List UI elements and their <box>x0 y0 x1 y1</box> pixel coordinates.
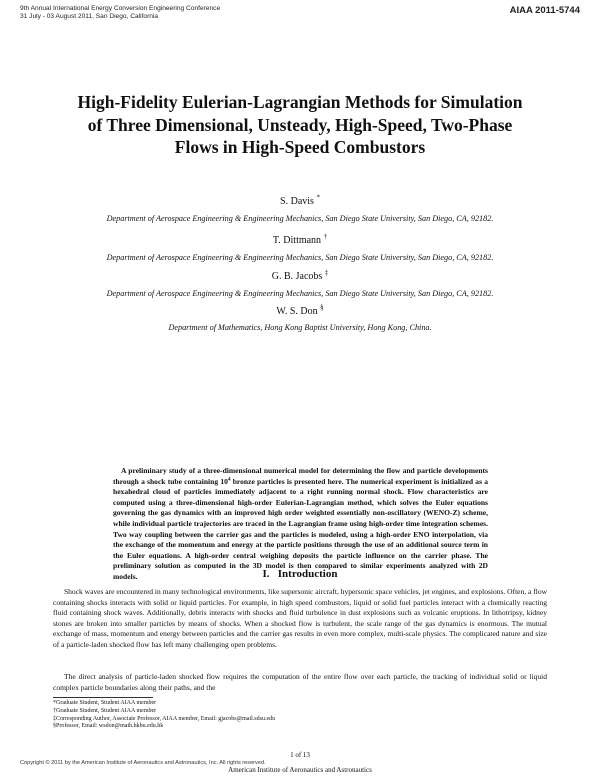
body-paragraph: Shock waves are encountered in many technological environments, like supersonic aircraft, hypersonic space vehicles, jet engines, and explosions. Often, a flow containing shocks interacts with solid or liquid particles. For example, in high speed combustors, liquid or solid fuel particles interact with a chemically reacting fluid containing shock waves. Additionally, debris interacts with shocks and fluid turbulence in dust explosions such as volcanic eruptions. In lithotripsy, kidney stones are broken into smaller particles by means of shocks. When a shocked flow is turbulent, the scale range of the gas dynamics is enormous. The mutual exchange of mass, momentum and energy between particles and the carrier gas results in even more complex, multi-scale physics. The complicated nature and size of a particle-laden shocked flow has left many challenging open problems. <box>53 587 547 649</box>
footer-institute: American Institute of Aeronautics and Astronautics <box>228 766 372 774</box>
abstract: A preliminary study of a three-dimensional numerical model for determining the flow and particle developments through a shock tube containing $10^4$ bronze particles is presented here. The numerical experiment is initialized as a hexahedral cloud of particles immediately adjacent to a right running normal shock. Flow characteristics are computed using a three-dimensional high-order Eulerian-Lagrangian method, which solves the Euler equations governing the gas dynamics with an improved high order weighted essentially non-oscillatory (WENO-Z) scheme, while individual particle trajectories are traced in the Lagrangian frame using high-order time integration schemes. Two way coupling between the carrier gas and the particles is modeled, using a high-order ENO interpolation, via the exchange of the momentum and energy at the particle positions through the use of an additional source term in the Euler equations. A high-order central weighing deposits the particle influence on the carrier phase. The preliminary solution as computed in the 3D model is then compared to similar experiments analyzed with 2D models. <box>113 466 488 581</box>
paper-title: High-Fidelity Eulerian-Lagrangian Methods for Simulation of Three Dimensional, Unsteady, High-Speed, Two-Phase Flows in High-Speed Combustors <box>77 92 523 158</box>
conference-dates: 31 July - 03 August 2011, San Diego, California <box>20 13 159 20</box>
page-number: 1 of 13 <box>290 751 310 759</box>
footnote-divider <box>53 697 153 698</box>
footnote: *Graduate Student, Student AIAA member <box>53 700 157 706</box>
footnotes <box>53 700 275 731</box>
author-affiliation: Department of Mathematics, Hong Kong Baptist University, Hong Kong, China. <box>168 323 432 332</box>
author-affiliation: Department of Aerospace Engineering & Engineering Mechanics, San Diego State University, San Diego, CA, 92182. <box>106 253 494 262</box>
conference-name: 9th Annual International Energy Conversion Engineering Conference <box>20 5 221 12</box>
conference-header <box>20 5 220 21</box>
body-paragraph: The direct analysis of particle-laden shocked flow requires the computation of the entire flow over each particle, the tracking of individual solid or liquid complex particle boundaries along their paths, and the <box>53 672 547 692</box>
footnote: †Graduate Student, Student AIAA member <box>53 707 157 714</box>
copyright-notice: Copyright © 2011 by the American Institute of Aeronautics and Astronautics, Inc. All rights reserved. <box>20 760 266 766</box>
author-name: S. Davis * <box>280 193 320 207</box>
author-affiliation: Department of Aerospace Engineering & Engineering Mechanics, San Diego State University, San Diego, CA, 92182. <box>106 289 494 298</box>
author-affiliation: Department of Aerospace Engineering & Engineering Mechanics, San Diego State University, San Diego, CA, 92182. <box>106 214 494 223</box>
author-name: G. B. Jacobs ‡ <box>271 268 329 282</box>
section-heading: I. Introduction <box>262 568 338 580</box>
author-name: W. S. Don § <box>276 303 324 317</box>
footnote: §Professor, Email: wsdon@math.hkbu.edu.hk <box>53 723 164 730</box>
footnote: ‡Corresponding Author, Associate Professor, AIAA member, Email: gjacobs@mail.sdsu.edu <box>53 715 276 722</box>
paper-id: AIAA 2011-5744 <box>509 5 580 16</box>
author-name: T. Dittmann † <box>272 232 328 246</box>
